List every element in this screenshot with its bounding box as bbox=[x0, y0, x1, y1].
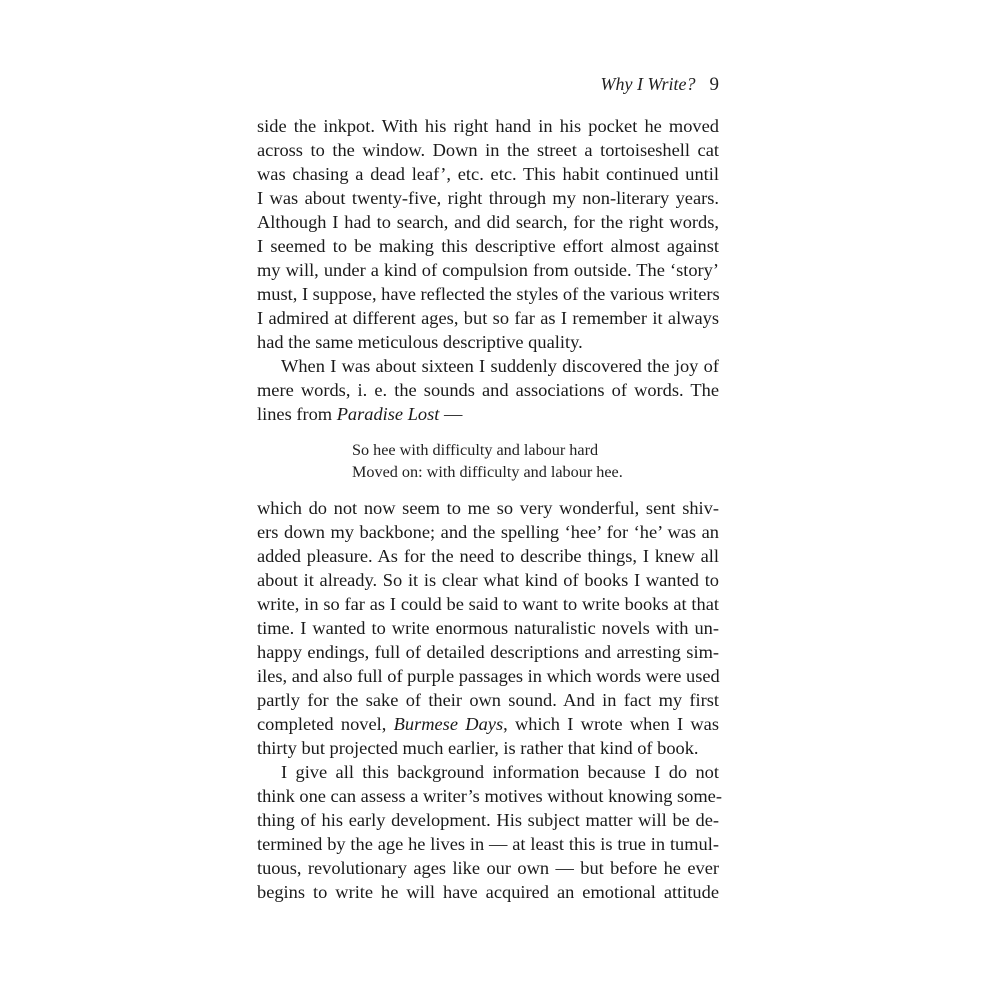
paragraph-background bbox=[257, 760, 722, 904]
body-text bbox=[257, 114, 722, 904]
text-line: I admired at different ages, but so far as I remember it always bbox=[257, 308, 719, 328]
text-line: happy endings, full of detailed descriptions and arresting sim- bbox=[257, 642, 719, 662]
text-line: iles, and also full of purple passages in which words were used bbox=[257, 666, 720, 686]
text-span: completed novel, bbox=[257, 714, 394, 734]
text-line: across to the window. Down in the street a tortoiseshell cat bbox=[257, 140, 719, 160]
text-line: think one can assess a writer’s motives without knowing some- bbox=[257, 786, 722, 806]
text-span: , which I wrote when I was bbox=[503, 714, 720, 734]
paragraph-continuation bbox=[257, 114, 719, 354]
text-line: I was about twenty-five, right through my non-literary years. bbox=[257, 188, 719, 208]
running-title: Why I Write? bbox=[600, 74, 696, 94]
text-line: about it already. So it is clear what kind of books I wanted to bbox=[257, 570, 719, 590]
book-title-paradise-lost: Paradise Lost bbox=[336, 404, 440, 424]
text-line: mere words, i. e. the sounds and associations of words. The bbox=[257, 380, 719, 400]
text-line: thirty but projected much earlier, is rather that kind of book. bbox=[257, 738, 699, 758]
text-line bbox=[257, 402, 719, 426]
text-line bbox=[257, 712, 719, 736]
page-number: 9 bbox=[709, 74, 719, 95]
text-line: added pleasure. As for the need to describe things, I knew all bbox=[257, 546, 719, 566]
text-line: Although I had to search, and did search, for the right words, bbox=[257, 212, 719, 232]
text-line: my will, under a kind of compulsion from outside. The ‘story’ bbox=[257, 260, 719, 280]
text-line: thing of his early development. His subject matter will be de- bbox=[257, 810, 719, 830]
text-line: side the inkpot. With his right hand in his pocket he moved bbox=[257, 116, 719, 136]
text-span: — bbox=[439, 404, 463, 424]
paragraph-sixteen bbox=[257, 354, 719, 426]
verse-line: Moved on: with difficulty and labour hee. bbox=[352, 463, 623, 481]
paragraph-after-verse bbox=[257, 496, 719, 760]
running-head bbox=[601, 72, 719, 97]
text-line: begins to write he will have acquired an emotional attitude bbox=[257, 882, 719, 902]
verse-line: So hee with difficulty and labour hard bbox=[352, 441, 599, 459]
text-line: I give all this background information because I do not bbox=[281, 762, 719, 782]
text-line: which do not now seem to me so very wonderful, sent shiv- bbox=[257, 498, 719, 518]
text-line: tuous, revolutionary ages like our own — but before he ever bbox=[257, 858, 719, 878]
text-line: termined by the age he lives in — at least this is true in tumul- bbox=[257, 834, 719, 854]
text-line: I seemed to be making this descriptive effort almost against bbox=[257, 236, 719, 256]
text-line: write, in so far as I could be said to want to write books at that bbox=[257, 594, 719, 614]
text-span: lines from bbox=[257, 404, 337, 424]
text-line: had the same meticulous descriptive quality. bbox=[257, 332, 583, 352]
book-title-burmese-days: Burmese Days bbox=[393, 714, 504, 734]
text-line: must, I suppose, have reflected the styles of the various writers bbox=[257, 284, 720, 304]
text-line: partly for the sake of their own sound. And in fact my first bbox=[257, 690, 719, 710]
text-line: was chasing a dead leaf’, etc. etc. This habit continued until bbox=[257, 164, 719, 184]
text-line: time. I wanted to write enormous naturalistic novels with un- bbox=[257, 618, 719, 638]
text-line: ers down my backbone; and the spelling ‘hee’ for ‘he’ was an bbox=[257, 522, 719, 542]
verse-quotation bbox=[352, 439, 719, 483]
text-line: When I was about sixteen I suddenly discovered the joy of bbox=[281, 356, 719, 376]
